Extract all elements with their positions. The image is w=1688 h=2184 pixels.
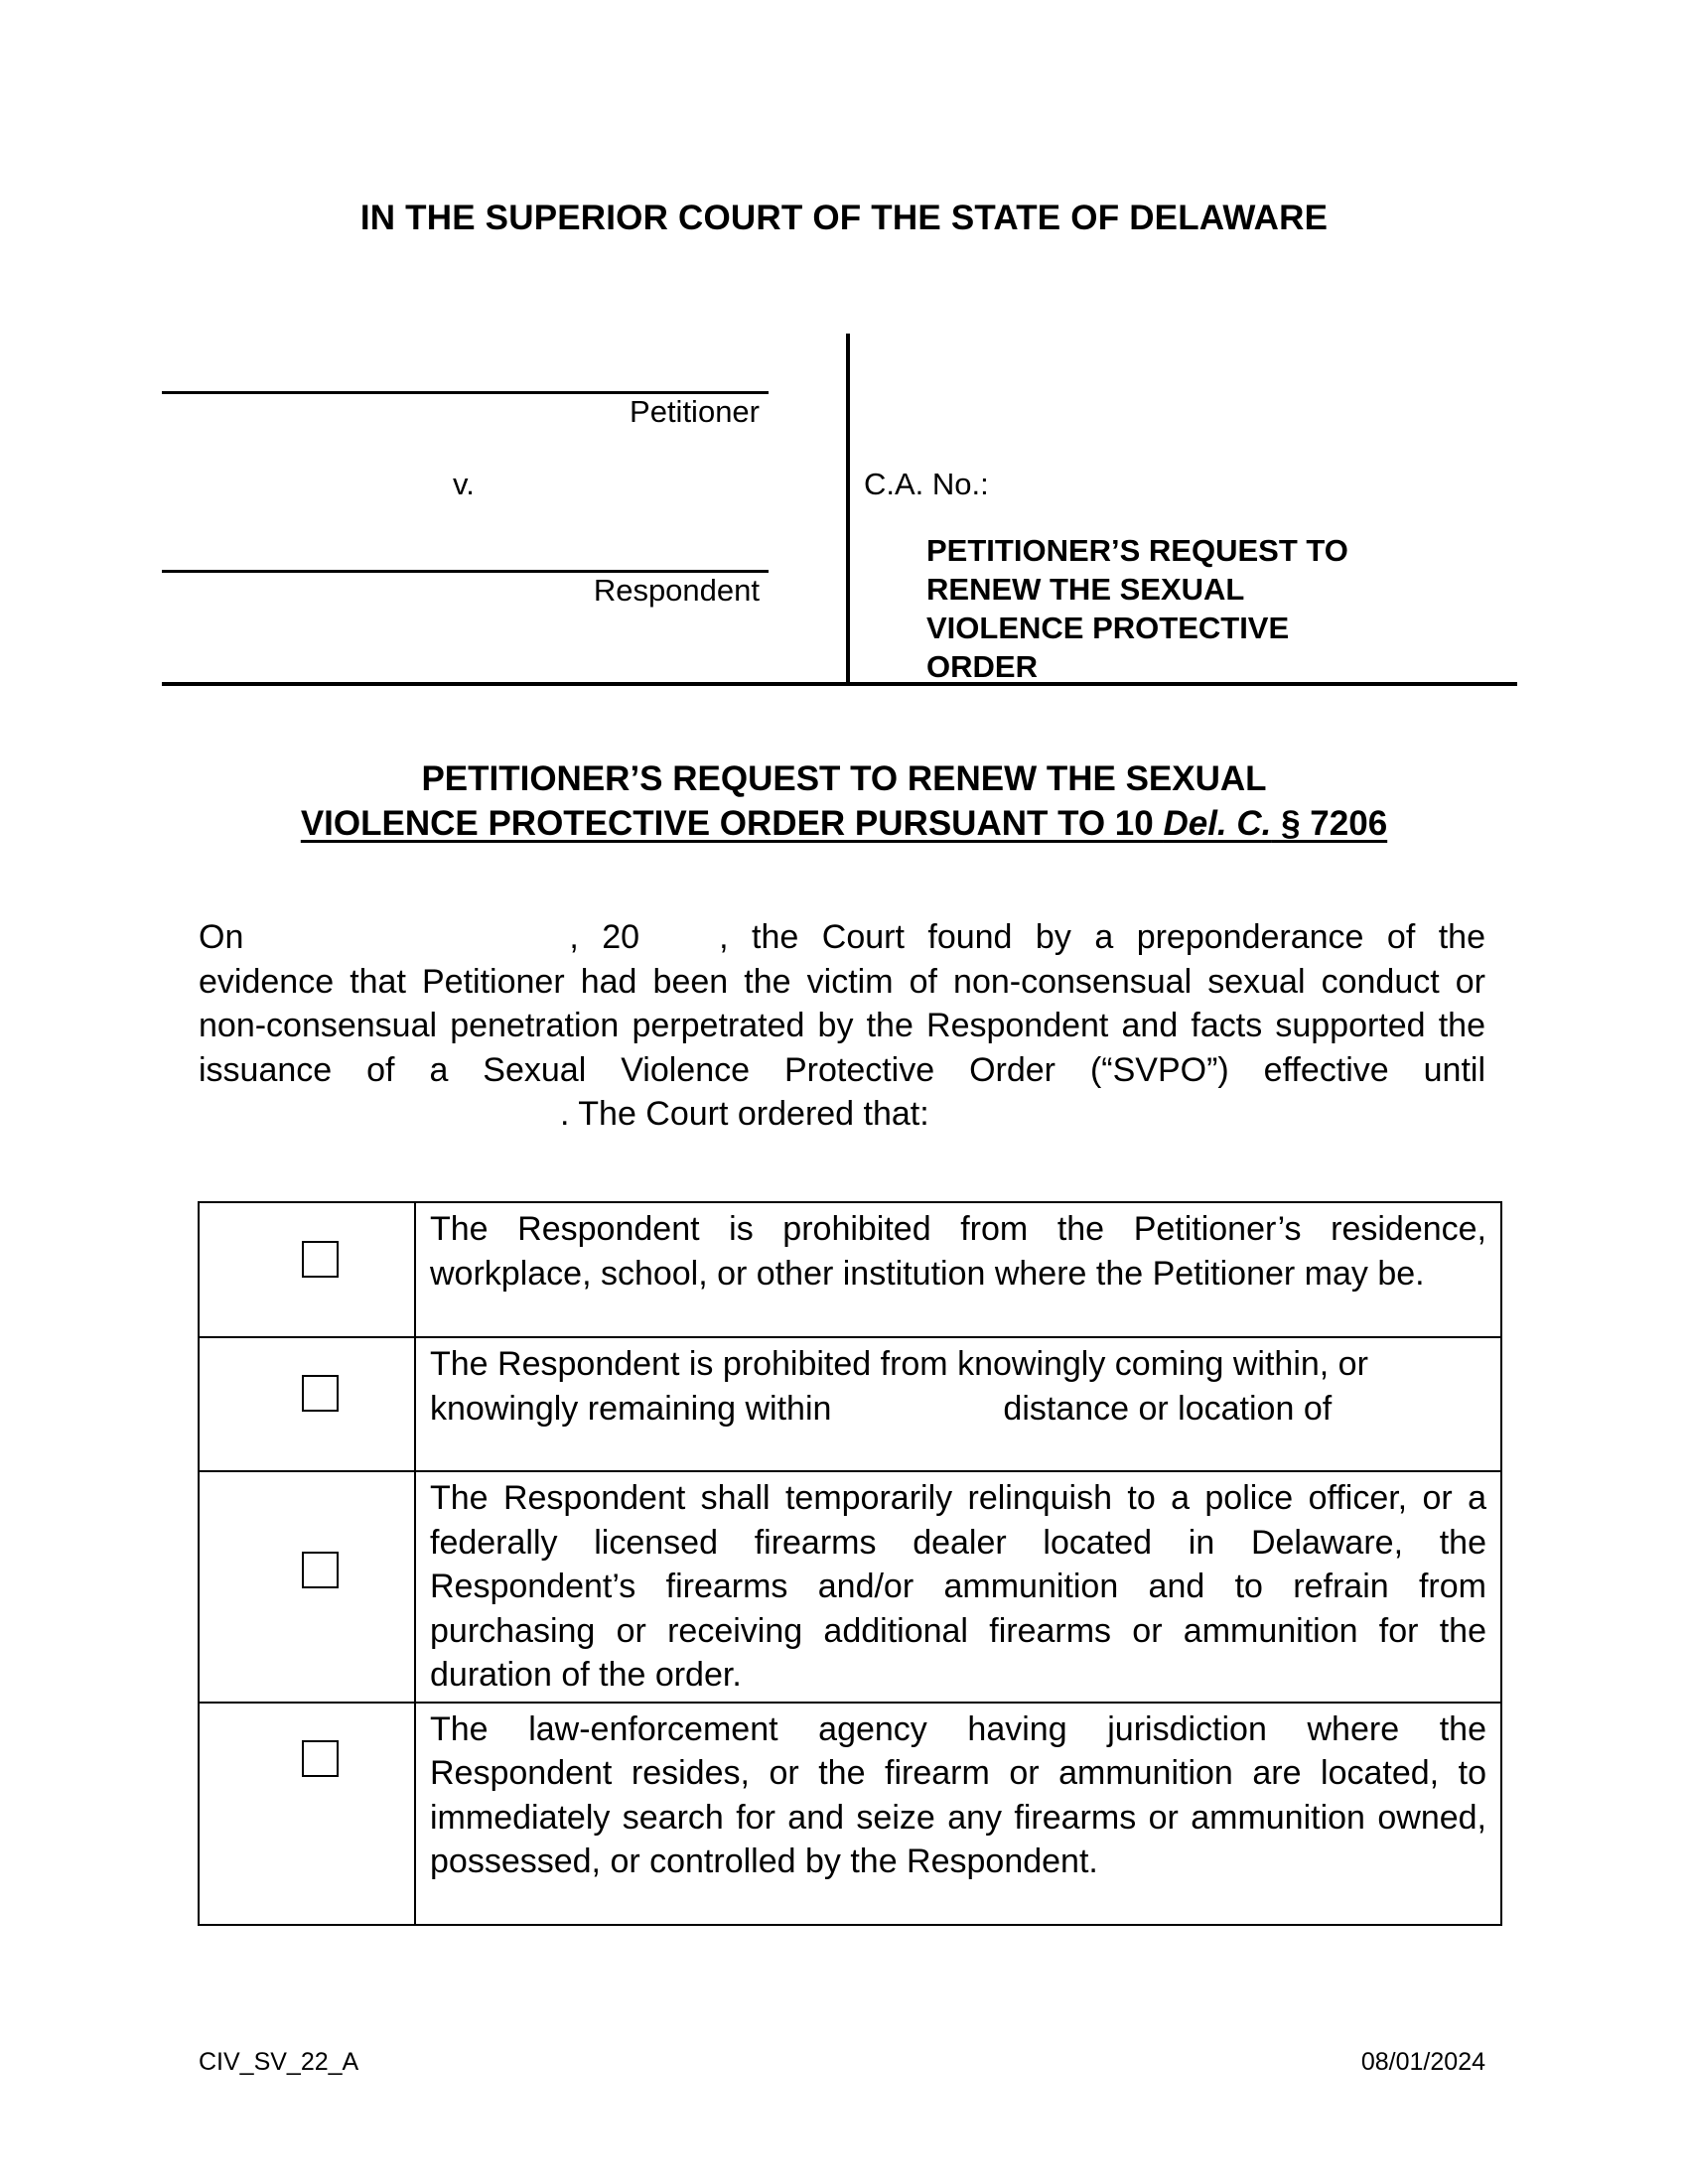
checkbox-cell (199, 1471, 415, 1703)
table-row (199, 1337, 1501, 1471)
caption-title-line: VIOLENCE PROTECTIVE (926, 611, 1290, 645)
court-title: IN THE SUPERIOR COURT OF THE STATE OF DELAWARE (359, 199, 1329, 237)
order-text (415, 1337, 1501, 1471)
order-text: The law-enforcement agency having jurisdiction where the Respondent resides, or the firearm or ammunition are located, to immediately search for and seize any firearms or ammunition owned, possessed, or controlled by the Respondent. (415, 1703, 1501, 1925)
table-row (199, 1703, 1501, 1925)
order-checkbox[interactable] (302, 1740, 339, 1777)
order-checkbox[interactable] (302, 1375, 339, 1412)
caption-divider (846, 334, 850, 685)
order-checkbox[interactable] (302, 1552, 339, 1588)
paragraph-text-1: , the Court found by a preponderance of the evidence that Petitioner had been the victim of non-consensual sexual conduct or non-consensual penetration perpetrated by the Respondent and facts supported the issuance of a Sexual Violence Protective Order (“SVPO”) effective until (199, 918, 1485, 1089)
petitioner-label: Petitioner (630, 394, 760, 429)
order-text: The Respondent is prohibited from the Petitioner’s residence, workplace, school, or other institution where the Petitioner may be. (415, 1202, 1501, 1337)
checkbox-cell (199, 1703, 415, 1925)
caption-title-line: PETITIONER’S REQUEST TO (926, 533, 1348, 568)
paragraph-year-prefix: , 20 (569, 918, 640, 956)
checkbox-cell (199, 1337, 415, 1471)
form-id: CIV_SV_22_A (199, 2048, 359, 2076)
paragraph-text-2: . The Court ordered that: (560, 1095, 929, 1133)
caption-title-line: ORDER (926, 649, 1038, 684)
order-checkbox[interactable] (302, 1241, 339, 1278)
paragraph-on: On (199, 918, 244, 956)
heading-line-2-text: VIOLENCE PROTECTIVE ORDER PURSUANT TO 10 (300, 804, 1164, 843)
checkbox-cell (199, 1202, 415, 1337)
order-text: The Respondent shall temporarily relinquish to a police officer, or a federally licensed firearms dealer located in Delaware, the Respondent’s firearms and/or ammunition and to refrain from purchasing or receiving additional firearms or ammunition for the duration of the order. (415, 1471, 1501, 1703)
table-row (199, 1202, 1501, 1337)
main-heading (0, 756, 1688, 846)
versus-label: v. (453, 467, 475, 501)
respondent-label: Respondent (593, 573, 760, 608)
heading-section-number: § 7206 (1271, 804, 1388, 843)
orders-table (198, 1201, 1502, 1926)
order-text-part-a: The Respondent is prohibited from knowingly coming within, or knowingly remaining within (430, 1345, 1368, 1428)
order-text-part-b: distance or location of (1003, 1389, 1333, 1428)
findings-paragraph (199, 915, 1485, 1137)
heading-line-1: PETITIONER’S REQUEST TO RENEW THE SEXUAL (421, 759, 1267, 798)
heading-statute-italic: Del. C. (1163, 804, 1272, 843)
caption-title-line: RENEW THE SEXUAL (926, 572, 1245, 607)
caption-document-title (926, 531, 1423, 686)
form-date: 08/01/2024 (1360, 2048, 1485, 2076)
table-row (199, 1471, 1501, 1703)
case-number-label: C.A. No.: (864, 467, 989, 501)
heading-line-2 (0, 801, 1688, 846)
